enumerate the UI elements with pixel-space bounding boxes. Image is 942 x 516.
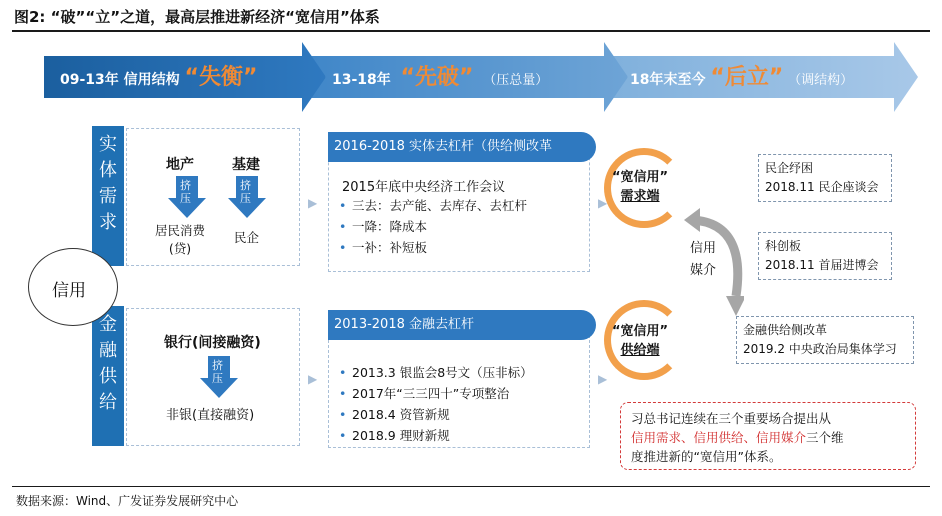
timeline-quote-1: “失衡” bbox=[184, 65, 258, 90]
bottom-rule bbox=[12, 486, 930, 487]
top-rule bbox=[12, 30, 930, 32]
quote-highlight: 信用需求、信用供给、信用媒介 bbox=[631, 430, 807, 445]
squeeze-label: 挤 压 bbox=[212, 359, 223, 385]
quote-line-1: 习总书记连续在三个重要场合提出从 bbox=[631, 411, 832, 426]
event-detail: 2018.11 民企座谈会 bbox=[765, 180, 879, 194]
source-note: 数据来源：Wind、广发证券发展研究中心 bbox=[16, 494, 239, 508]
event-title: 金融供给侧改革 bbox=[743, 323, 828, 337]
connector-triangle: ▶ bbox=[598, 196, 608, 210]
event-box bbox=[758, 154, 892, 202]
supply-end-label: “宽信用” 供给端 bbox=[612, 324, 669, 358]
timeline-label-3: 18年末至今 “后立” （调结构） bbox=[630, 65, 854, 90]
private-enterprise-label: 民企 bbox=[234, 230, 260, 245]
supply-policy-list bbox=[338, 362, 533, 446]
conference-label: 2015年底中央经济工作会议 bbox=[342, 180, 506, 195]
event-detail: 2019.2 中央政治局集体学习 bbox=[743, 342, 897, 356]
demand-policy-list bbox=[338, 195, 527, 258]
credit-medium-label: 信用 媒介 bbox=[690, 241, 717, 278]
nonbank-label: 非银(直接融资) bbox=[166, 408, 255, 423]
event-title: 民企纾困 bbox=[765, 161, 814, 175]
squeeze-label: 挤 压 bbox=[240, 179, 251, 205]
quote-line-3: 度推进新的“宽信用”体系。 bbox=[631, 449, 782, 464]
quote-box bbox=[620, 402, 916, 470]
bank-label: 银行(间接融资) bbox=[164, 335, 261, 351]
list-item: • 2017年“三三四十”专项整治 bbox=[338, 383, 533, 404]
credit-label: 信用 bbox=[52, 281, 86, 301]
event-detail: 2018.11 首届进博会 bbox=[765, 258, 879, 272]
event-title: 科创板 bbox=[765, 239, 802, 253]
supply-side-bar: 金 融 供 给 bbox=[92, 306, 124, 446]
quote-line-2: 三个维 bbox=[806, 430, 844, 445]
real-estate-label: 地产 bbox=[166, 157, 194, 173]
connector-triangle: ▶ bbox=[308, 372, 318, 386]
figure-title: 图2: “破”“立”之道，最高层推进新经济“宽信用”体系 bbox=[14, 8, 380, 26]
list-item: • 一补：补短板 bbox=[338, 237, 527, 258]
supply-policy-header: 2013-2018 金融去杠杆 bbox=[328, 310, 596, 340]
demand-end-label: “宽信用” 需求端 bbox=[612, 170, 669, 204]
demand-policy-header: 2016-2018 实体去杠杆（供给侧改革 bbox=[328, 132, 596, 162]
event-box bbox=[736, 316, 914, 364]
timeline-quote-3: “后立” bbox=[710, 65, 784, 90]
connector-triangle: ▶ bbox=[308, 196, 318, 210]
infrastructure-label: 基建 bbox=[232, 157, 260, 173]
list-item: • 三去：去产能、去库存、去杠杆 bbox=[338, 195, 527, 216]
squeeze-label: 挤 压 bbox=[180, 179, 191, 205]
connector-triangle: ▶ bbox=[598, 372, 608, 386]
timeline-label-1: 09-13年 信用结构 “失衡” bbox=[60, 65, 258, 90]
list-item: • 2018.4 资管新规 bbox=[338, 404, 533, 425]
timeline-quote-2: “先破” bbox=[400, 65, 474, 90]
list-item: • 2013.3 银监会8号文（压非标） bbox=[338, 362, 533, 383]
list-item: • 2018.9 理财新规 bbox=[338, 425, 533, 446]
list-item: • 一降：降成本 bbox=[338, 216, 527, 237]
event-box bbox=[758, 232, 892, 280]
timeline-label-2: 13-18年 “先破” （压总量） bbox=[332, 65, 549, 90]
demand-side-bar: 实 体 需 求 bbox=[92, 126, 124, 266]
household-consumption-label: 居民消费(贷) bbox=[154, 223, 205, 256]
